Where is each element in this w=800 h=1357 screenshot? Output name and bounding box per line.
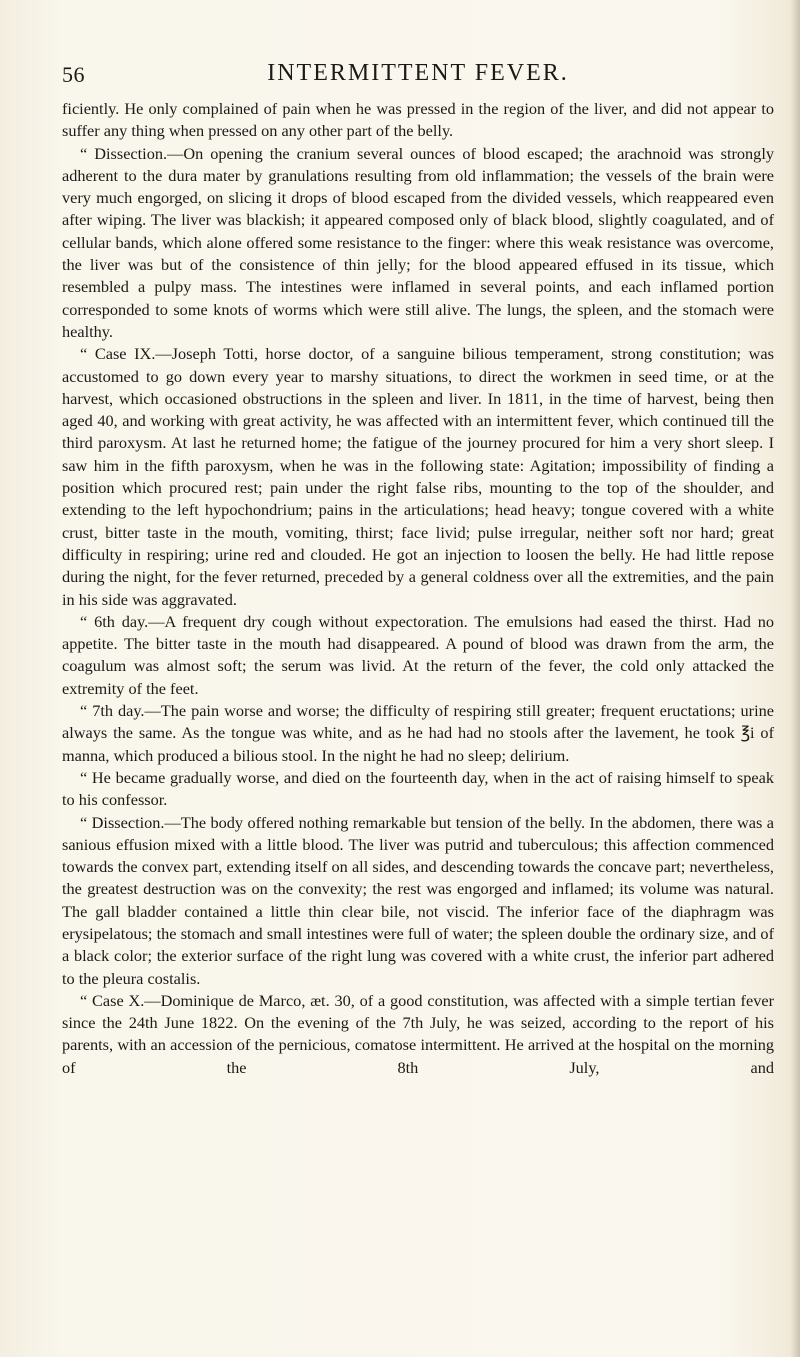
- paragraph-6th-day: “ 6th day.—A frequent dry cough without expectoration. The emulsions had eased the thirst. Had no appetite. The bitter taste in the mouth had disappeared. A pound of blood was drawn from the arm, the coagulum was almost soft; the serum was livid. At the return of the fever, the cold only attacked the extremity of the feet.: [62, 611, 774, 698]
- paragraph-dissection-1: “ Dissection.—On opening the cranium several ounces of blood escaped; the arachnoid was strongly adherent to the dura mater by granulations resulting from old inflammation; the vessels of the brain were very much engorged, on slicing it drops of blood escaped from the divided vessels, which reappeared even after wiping. The liver was blackish; it appeared composed only of black blood, slightly coagulated, and of cellular bands, which alone offered some resistance to the finger: where this weak resistance was overcome, the liver was but of the consistence of thin jelly; for the blood appeared effused in its tissue, which resembled a pulpy mass. The intestines were inflamed in several points, and each inflamed portion corresponded to some knots of worms which were still alive. The lungs, the spleen, and the stomach were healthy.: [62, 143, 774, 341]
- body-text: [62, 98, 774, 1079]
- running-head: INTERMITTENT FEVER.: [267, 60, 569, 86]
- paragraph-case-x: “ Case X.—Dominique de Marco, æt. 30, of a good constitution, was affected with a simple tertian fever since the 24th June 1822. On the evening of the 7th July, he was seized, according to the report of his parents, with an accession of the pernicious, comatose intermittent. He arrived at the hospital on the morning of the 8th July, and: [62, 990, 774, 1077]
- page-number: 56: [62, 62, 85, 87]
- paragraph-death: “ He became gradually worse, and died on the fourteenth day, when in the act of raising himself to speak to his confessor.: [62, 767, 774, 810]
- page-edge-shadow: [790, 0, 800, 1357]
- paragraph-case-ix: “ Case IX.—Joseph Totti, horse doctor, of a sanguine bilious temperament, strong constitution; was accustomed to go down every year to marshy situations, to direct the workmen in seed time, or at the harvest, which occasioned obstructions in the spleen and liver. In 1811, in the time of harvest, being then aged 40, and working with great activity, he was affected with an intermittent fever, which continued till the third paroxysm. At last he returned home; the fatigue of the journey procured for him a very short sleep. I saw him in the fifth paroxysm, when he was in the following state: Agitation; impossibility of finding a position which procured rest; pain under the right false ribs, mounting to the top of the shoulder, and extending to the left hypochondrium; pains in the articulations; head heavy; tongue covered with a white crust, bitter taste in the mouth, vomiting, thirst; face livid; pulse irregular, neither soft nor hard; great difficulty in respiring; urine red and clouded. He got an injection to loosen the belly. He had little repose during the night, for the fever returned, preceded by a general coldness over all the extremities, and the pain in his side was aggravated.: [62, 344, 774, 609]
- page-header: [62, 58, 774, 92]
- paragraph-continuation: ficiently. He only complained of pain when he was pressed in the region of the liver, and did not appear to suffer any thing when pressed on any other part of the belly.: [62, 99, 774, 141]
- paragraph-dissection-2: “ Dissection.—The body offered nothing remarkable but tension of the belly. In the abdomen, there was a sanious effusion mixed with a little blood. The liver was putrid and tuberculous; this affection commenced towards the convex part, extending itself on all sides, and descending towards the concave part; nevertheless, the greatest destruction was on the convexity; the rest was engorged and inflamed; its volume was natural. The gall bladder contained a little thin clear bile, not viscid. The inferior face of the diaphragm was erysipelatous; the stomach and small intestines were full of water; the spleen double the ordinary size, and of a black color; the exterior surface of the right lung was covered with a white crust, the inferior part adhered to the pleura costalis.: [62, 812, 774, 988]
- paragraph-7th-day: “ 7th day.—The pain worse and worse; the difficulty of respiring still greater; frequent eructations; urine always the same. As the tongue was white, and as he had had no stools after the lavement, he took ℥i of manna, which produced a bilious stool. In the night he had no sleep; delirium.: [62, 701, 774, 765]
